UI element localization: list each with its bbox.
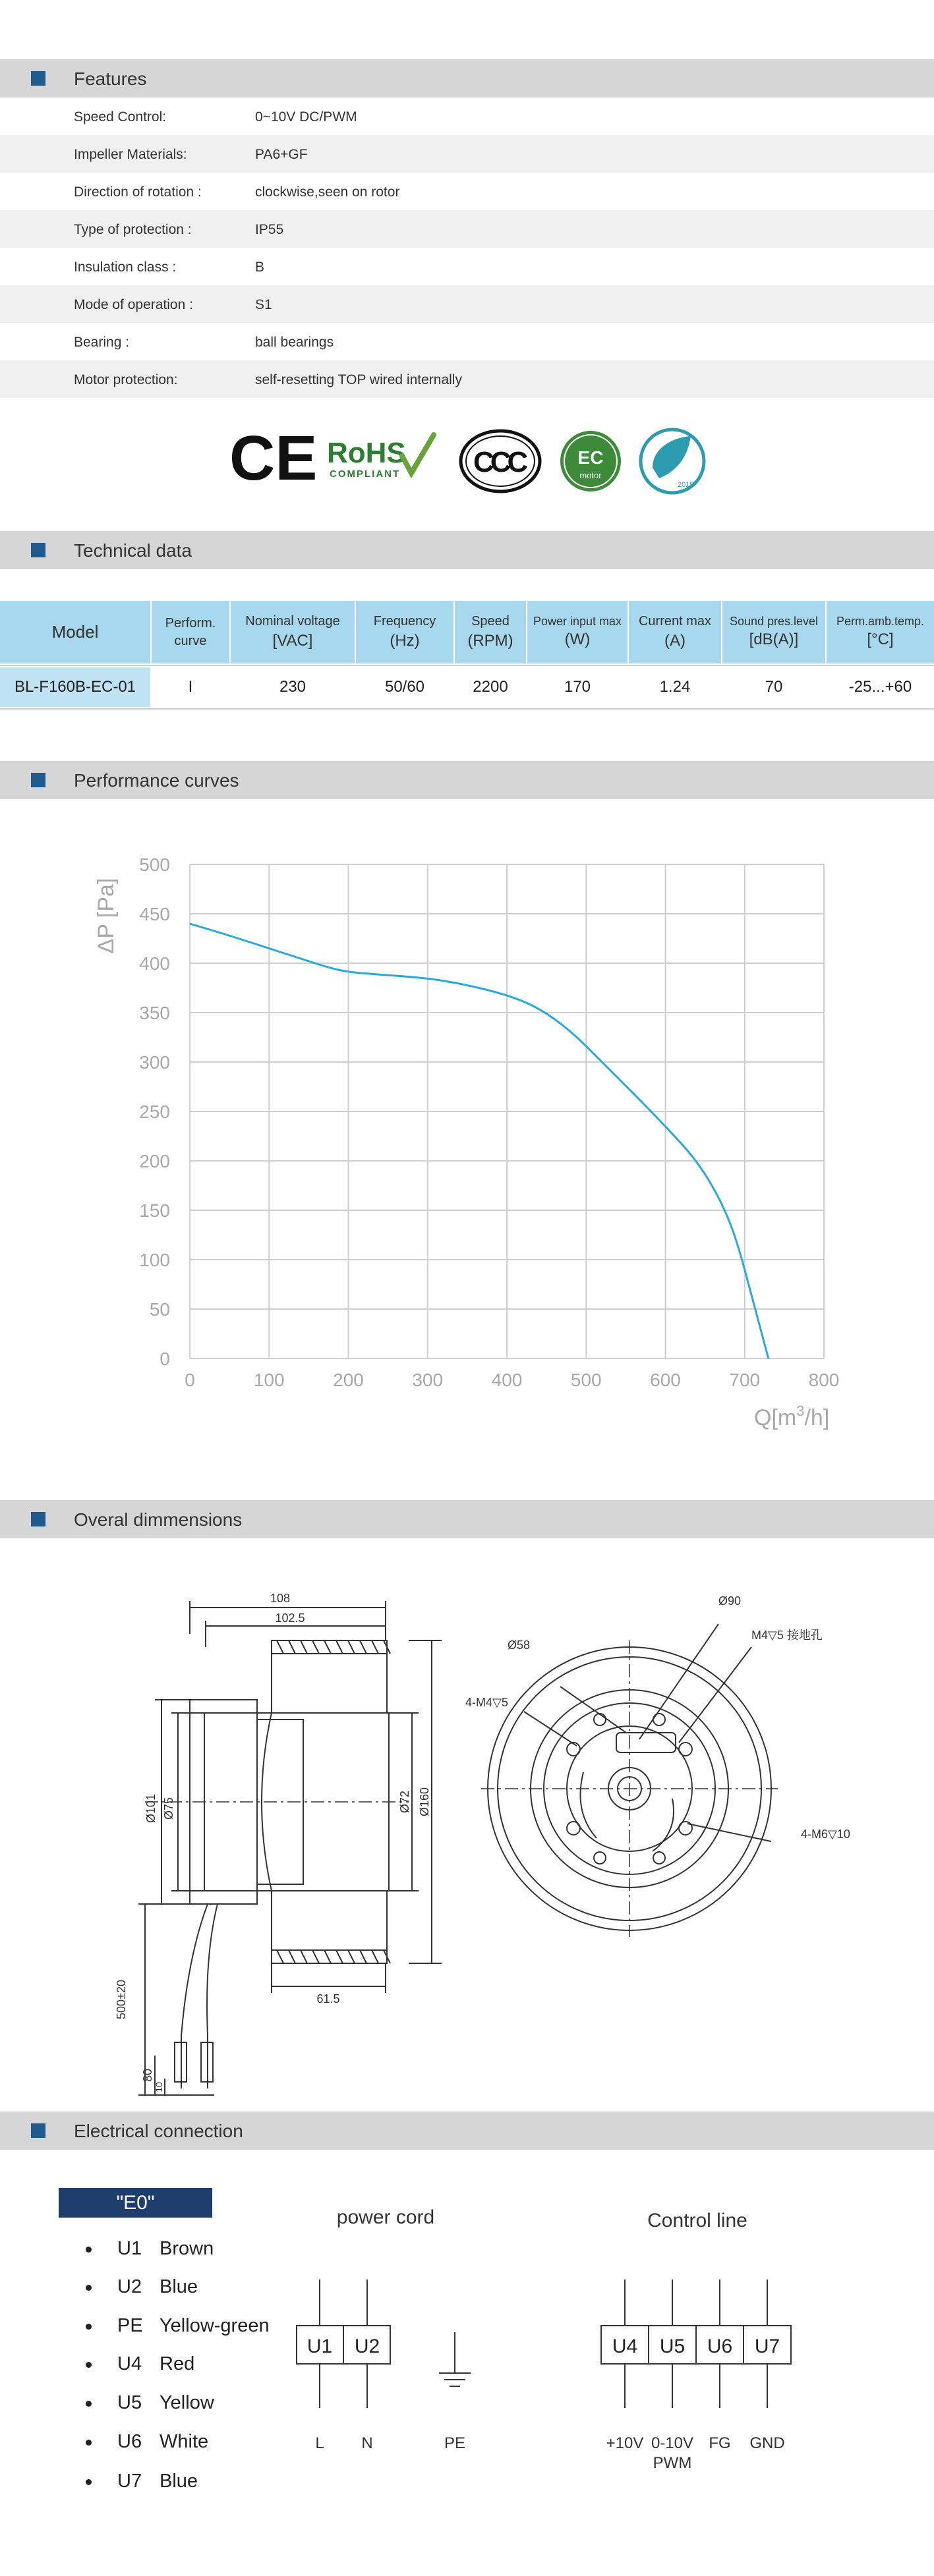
svg-text:CE: CE [229, 423, 318, 493]
feature-row [0, 323, 934, 360]
front-view-labels [465, 1594, 850, 1841]
x-tick-label: 200 [333, 1370, 364, 1390]
section-title: Overal dimmensions [74, 1509, 243, 1530]
feature-value: B [255, 260, 265, 275]
svg-text:108: 108 [270, 1592, 291, 1605]
bullet [86, 2324, 92, 2330]
feature-key: Impeller Materials: [74, 147, 187, 162]
terminal-label: U1 [306, 2336, 333, 2357]
terminal-function: N [361, 2434, 373, 2452]
y-tick-label: 0 [160, 1349, 170, 1369]
front-view-drawing [481, 1624, 778, 1937]
x-tick-label: 100 [253, 1370, 285, 1390]
svg-text:2015: 2015 [678, 481, 694, 489]
features-header [0, 59, 934, 98]
feature-value: ball bearings [255, 335, 334, 350]
control-line-diagram [580, 2194, 857, 2497]
column-header: Sound pres.level [dB(A)] [722, 601, 825, 663]
y-tick-label: 450 [139, 904, 170, 924]
svg-text:102.5: 102.5 [275, 1611, 305, 1625]
ccc-logo [461, 431, 540, 491]
feature-value: S1 [255, 297, 272, 312]
feature-value: self-resetting TOP wired internally [255, 372, 462, 387]
section-title: Electrical connection [74, 2121, 243, 2141]
column-header: Speed (RPM) [455, 601, 526, 663]
feature-value: IP55 [255, 222, 284, 237]
column-header: Perform. curve [152, 601, 229, 663]
svg-text:M4▽5 接地孔: M4▽5 接地孔 [751, 1629, 823, 1642]
bullet [86, 2440, 92, 2446]
y-tick-label: 150 [139, 1200, 170, 1221]
y-tick-label: 500 [139, 854, 170, 875]
svg-text:Ø90: Ø90 [718, 1594, 742, 1608]
svg-text:Ø58: Ø58 [508, 1638, 531, 1652]
svg-text:Ø72: Ø72 [398, 1790, 411, 1814]
feature-key: Motor protection: [74, 372, 178, 387]
feature-row [0, 248, 934, 285]
column-header: Power input max (W) [527, 601, 628, 663]
performance-chart [79, 837, 883, 1449]
table-cell: 2200 [473, 678, 508, 696]
feature-key: Insulation class : [74, 260, 177, 275]
svg-text:Ø75: Ø75 [162, 1797, 175, 1820]
terminal-function: 0-10V [651, 2434, 694, 2452]
dimension-drawing [99, 1581, 870, 2108]
table-cell: 230 [279, 678, 306, 696]
ec-motor-logo [560, 431, 621, 491]
feature-key: Bearing : [74, 335, 130, 350]
terminal-function: L [315, 2434, 324, 2452]
table-cell: -25...+60 [848, 678, 912, 696]
x-tick-label: 700 [729, 1370, 761, 1390]
power-cord-title: power cord [336, 2206, 435, 2228]
section-title: Features [74, 69, 147, 89]
feature-key: Direction of rotation : [74, 184, 202, 200]
feature-row [0, 98, 934, 135]
chart-grid [190, 864, 824, 1358]
control-line-title: Control line [647, 2210, 747, 2231]
section-marker [31, 543, 45, 557]
terminal-function: GND [749, 2434, 785, 2452]
svg-text:COMPLIANT: COMPLIANT [330, 468, 401, 480]
feature-value: PA6+GF [255, 147, 308, 162]
feature-row [0, 135, 934, 173]
svg-text:EC: EC [577, 447, 604, 468]
svg-text:80: 80 [141, 2068, 154, 2083]
column-header: Nominal voltage [VAC] [231, 601, 355, 663]
feature-row [0, 173, 934, 210]
terminal-label: U4 [612, 2336, 638, 2357]
bullet [86, 2247, 92, 2253]
svg-text:10: 10 [154, 2082, 164, 2092]
bullet [86, 2285, 92, 2291]
x-tick-label: 600 [650, 1370, 681, 1390]
feature-key: Type of protection : [74, 222, 192, 237]
table-cell: 70 [765, 678, 783, 696]
section-marker [31, 71, 45, 86]
x-tick-label: 0 [185, 1370, 195, 1390]
feature-key: Speed Control: [74, 109, 167, 125]
table-cell: I [188, 678, 193, 696]
table-divider [0, 708, 934, 710]
feature-value: clockwise,seen on rotor [255, 184, 400, 200]
svg-text:4-M6▽10: 4-M6▽10 [801, 1828, 850, 1841]
column-header: Current max (A) [629, 601, 721, 663]
feature-row [0, 360, 934, 398]
svg-text:ErP: ErP [676, 466, 696, 478]
terminal-function: FG [709, 2434, 731, 2452]
y-tick-label: 50 [149, 1299, 170, 1320]
svg-text:500±20: 500±20 [115, 1980, 128, 2019]
y-tick-label: 300 [139, 1052, 170, 1073]
y-axis-label: ΔP [Pa] [94, 878, 119, 954]
x-tick-label: 800 [808, 1370, 840, 1390]
model-cell: BL-F160B-EC-01 [0, 667, 150, 707]
side-view-drawing [138, 1601, 442, 2095]
column-header-model: Model [0, 601, 150, 663]
y-tick-label: 350 [139, 1003, 170, 1023]
section-marker [31, 1512, 45, 1526]
bullet [86, 2362, 92, 2368]
y-tick-label: 100 [139, 1250, 170, 1270]
electrical-header [0, 2112, 934, 2150]
bullet [86, 2401, 92, 2407]
svg-text:4-M4▽5: 4-M4▽5 [465, 1696, 508, 1709]
x-tick-label: 300 [412, 1370, 444, 1390]
svg-text:61.5: 61.5 [316, 1992, 340, 2005]
terminal-label: U5 [659, 2336, 686, 2357]
y-tick-label: 200 [139, 1151, 170, 1171]
performance-header [0, 761, 934, 799]
technical-header [0, 531, 934, 569]
rohs-logo [327, 435, 434, 480]
section-title: Performance curves [74, 770, 239, 791]
x-tick-label: 500 [570, 1370, 602, 1390]
terminal-label: U6 [707, 2336, 733, 2357]
section-marker [31, 773, 45, 787]
x-tick-label: 400 [491, 1370, 523, 1390]
svg-text:Ø160: Ø160 [418, 1787, 431, 1817]
svg-text:CCC: CCC [473, 446, 525, 478]
column-header: Perm.amb.temp. [°C] [827, 601, 934, 663]
ce-logo [229, 423, 317, 493]
section-title: Technical data [74, 540, 192, 561]
table-cell: 170 [564, 678, 591, 696]
terminal-function: +10V [606, 2434, 644, 2452]
terminal-label: U2 [354, 2336, 380, 2357]
power-cord-diagram [277, 2194, 527, 2484]
feature-key: Mode of operation : [74, 297, 193, 312]
bullet [86, 2479, 92, 2485]
terminal-label: U7 [754, 2336, 780, 2357]
table-cell: 50/60 [384, 678, 425, 696]
svg-text:Ø101: Ø101 [144, 1793, 158, 1824]
column-header: Frequency (Hz) [356, 601, 453, 663]
section-marker [31, 2123, 45, 2138]
svg-text:RoHS: RoHS [327, 437, 406, 469]
connection-type-badge: "E0" [59, 2188, 212, 2218]
table-cell: 1.24 [659, 678, 691, 696]
x-axis-label: $Q[m^3/h]$ [754, 1403, 830, 1430]
chart-ticks [139, 854, 839, 1390]
dimensions-header [0, 1500, 934, 1538]
feature-row [0, 285, 934, 323]
erp-logo [641, 430, 704, 493]
svg-text:motor: motor [579, 470, 602, 480]
feature-row [0, 210, 934, 248]
performance-curve [190, 924, 769, 1358]
feature-value: 0~10V DC/PWM [255, 109, 357, 125]
certification-logos [224, 422, 712, 501]
terminal-function: PWM [653, 2454, 692, 2472]
y-tick-label: 400 [139, 953, 170, 974]
table-divider [0, 665, 934, 666]
terminal-function: PE [444, 2434, 466, 2452]
y-tick-label: 250 [139, 1102, 170, 1122]
